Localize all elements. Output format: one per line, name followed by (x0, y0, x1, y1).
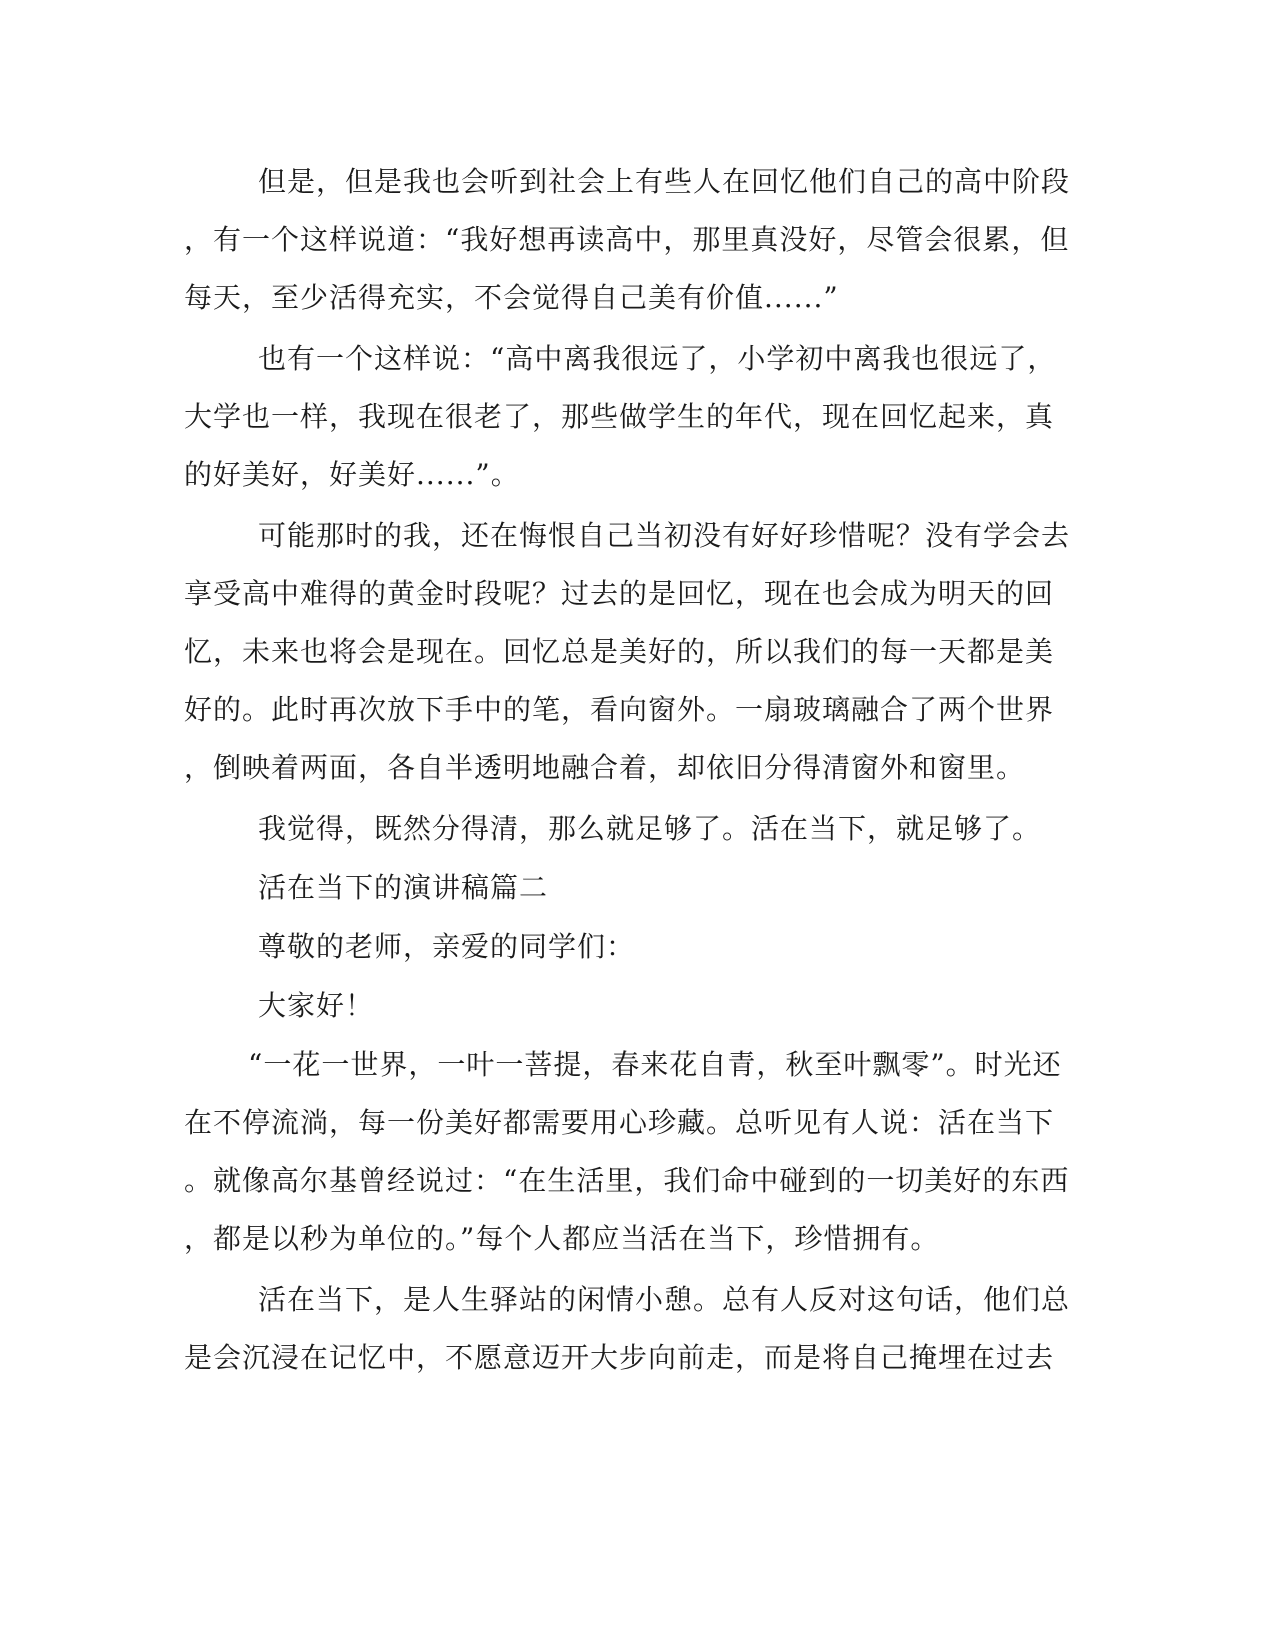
text-line: 享受高中难得的黄金时段呢？过去的是回忆，现在也会成为明天的回 (184, 577, 1055, 610)
text-line: 。就像高尔基曾经说过：“在生活里，我们命中碰到的一切美好的东西 (184, 1164, 1070, 1197)
text-line: 好的。此时再次放下手中的笔，看向窗外。一扇玻璃融合了两个世界 (184, 693, 1055, 726)
text-line: 每天，至少活得充实，不会觉得自己美有价值......” (184, 281, 839, 314)
text-line: 是会沉浸在记忆中，不愿意迈开大步向前走，而是将自己掩埋在过去 (184, 1341, 1055, 1374)
text-line: ，都是以秒为单位的。”每个人都应当活在当下，珍惜拥有。 (184, 1222, 940, 1255)
text-line: “一花一世界，一叶一菩提，春来花自青，秋至叶飘零”。时光还 (248, 1048, 1062, 1081)
text-line: 大学也一样，我现在很老了，那些做学生的年代，现在回忆起来，真 (184, 400, 1055, 433)
text-line: 忆，未来也将会是现在。回忆总是美好的，所以我们的每一天都是美 (184, 635, 1055, 668)
salutation: 尊敬的老师，亲爱的同学们： (258, 930, 636, 963)
text-line: 的好美好，好美好......”。 (184, 458, 520, 491)
section-heading: 活在当下的演讲稿篇二 (258, 871, 549, 904)
text-line: 可能那时的我，还在悔恨自己当初没有好好珍惜呢？没有学会去 (258, 519, 1071, 552)
text-line: ，有一个这样说道：“我好想再读高中，那里真没好，尽管会很累，但 (184, 223, 1070, 256)
text-line: 也有一个这样说：“高中离我很远了，小学初中离我也很远了， (258, 342, 1057, 375)
text-line: 但是，但是我也会听到社会上有些人在回忆他们自己的高中阶段 (258, 165, 1071, 198)
text-line: 在不停流淌，每一份美好都需要用心珍藏。总听见有人说：活在当下 (184, 1106, 1055, 1139)
text-line: 我觉得，既然分得清，那么就足够了。活在当下，就足够了。 (258, 812, 1042, 845)
greeting: 大家好！ (258, 989, 375, 1022)
text-line: 活在当下，是人生驿站的闲情小憩。总有人反对这句话，他们总 (258, 1283, 1071, 1316)
text-line: ，倒映着两面，各自半透明地融合着，却依旧分得清窗外和窗里。 (184, 751, 1026, 784)
